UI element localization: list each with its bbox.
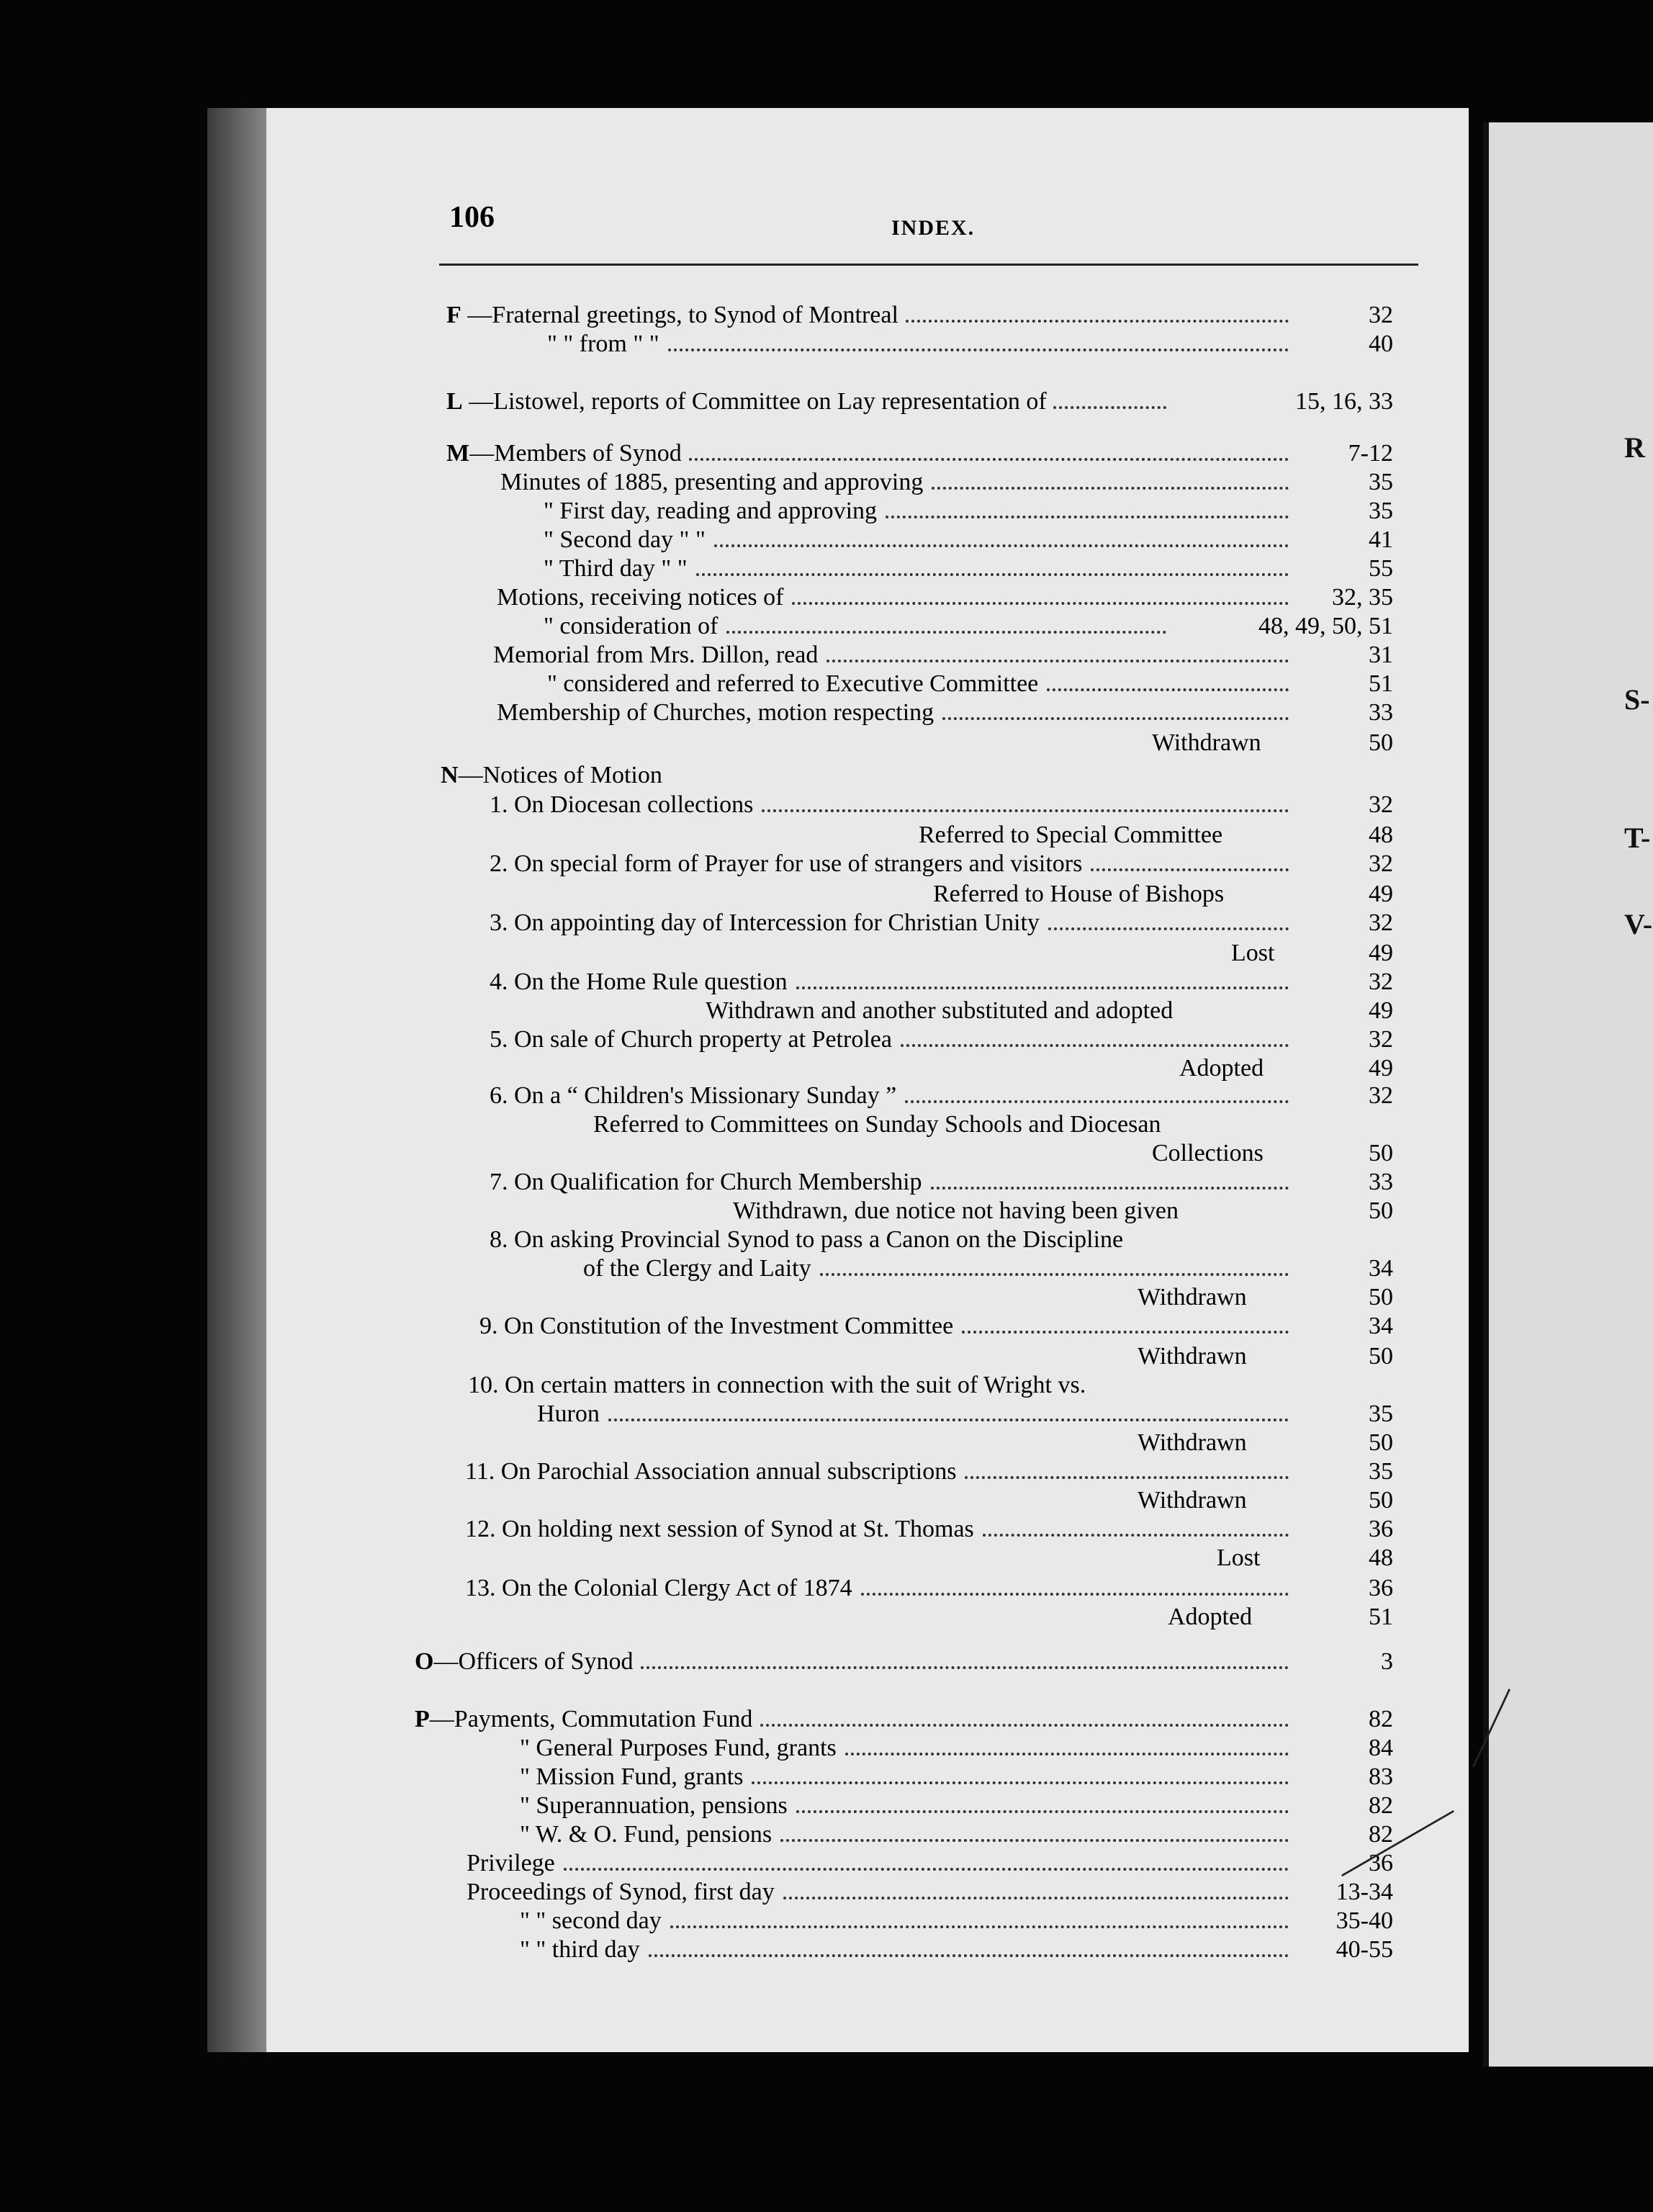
entry-text: 7. On Qualification for Church Membership: [490, 1169, 922, 1195]
index-entry: [520, 1907, 1425, 1936]
index-entry: [1138, 1486, 1425, 1515]
page-ref: 32: [1369, 791, 1393, 818]
page-ref: 13-34: [1336, 1879, 1393, 1905]
entry-text: 2. On special form of Prayer for use of strangers and visitors: [490, 850, 1083, 877]
entry-text: 13. On the Colonial Clergy Act of 1874: [465, 1575, 852, 1601]
index-entry: [547, 330, 1425, 359]
index-entry: [446, 387, 1425, 416]
index-entry: [537, 1400, 1425, 1429]
index-entry: [465, 1574, 1425, 1603]
index-entry: [520, 1791, 1425, 1820]
page-ref: 40: [1369, 331, 1393, 357]
entry-text: " consideration of: [544, 613, 719, 639]
index-entry: [544, 526, 1425, 554]
page-ref: 48: [1369, 822, 1393, 848]
page-ref: 82: [1369, 1792, 1393, 1819]
page-ref: 49: [1369, 940, 1393, 966]
facing-page-letter: T-: [1624, 822, 1651, 854]
page-ref: 51: [1369, 670, 1393, 697]
dot-leader: [668, 343, 1289, 351]
dot-leader: [783, 1891, 1289, 1899]
dot-leader: [861, 1587, 1289, 1596]
page-ref: 35: [1369, 498, 1393, 524]
index-entry: [497, 583, 1425, 612]
index-entry: [544, 554, 1425, 583]
index-entry: [706, 997, 1425, 1025]
page-ref: 82: [1369, 1706, 1393, 1732]
page-ref: 15, 16, 33: [1295, 388, 1393, 415]
index-entry: [490, 968, 1425, 997]
dot-leader: [1091, 863, 1289, 871]
index-entry: [446, 301, 1425, 330]
dot-leader: [1053, 400, 1166, 409]
dot-leader: [796, 1804, 1289, 1813]
index-entry: [500, 468, 1425, 497]
entry-text: M—Members of Synod: [446, 440, 682, 467]
page-ref: 35-40: [1336, 1907, 1393, 1934]
index-entry: [520, 1820, 1425, 1849]
index-entry: [919, 821, 1425, 850]
entry-text: Referred to Committees on Sunday Schools and Diocesan: [593, 1111, 1161, 1138]
dot-leader: [901, 1038, 1289, 1047]
page-ref: 50: [1369, 1284, 1393, 1310]
dot-leader: [608, 1413, 1289, 1421]
page-ref: 84: [1369, 1735, 1393, 1761]
entry-text: Withdrawn and another substituted and adopted: [706, 997, 1174, 1024]
index-entry: [733, 1197, 1425, 1226]
page-ref: 32: [1369, 302, 1393, 328]
index-entry: [1217, 1544, 1425, 1573]
index-entry: [467, 1849, 1425, 1878]
entry-text: Privilege: [467, 1850, 555, 1876]
page-ref: 31: [1369, 642, 1393, 668]
dot-leader: [780, 1833, 1289, 1842]
entry-text: Referred to Special Committee: [919, 822, 1223, 848]
page-ref: 35: [1369, 1401, 1393, 1427]
dot-leader: [670, 1920, 1289, 1928]
page-ref: 82: [1369, 1821, 1393, 1848]
page-ref: 34: [1369, 1313, 1393, 1339]
dot-leader: [905, 1094, 1289, 1103]
index-entry: [1168, 1603, 1425, 1632]
page-ref: 36: [1369, 1575, 1393, 1601]
index-entry: [933, 880, 1425, 909]
page-ref: 49: [1369, 997, 1393, 1024]
index-entry: [490, 1025, 1425, 1054]
facing-page: [1483, 122, 1653, 2067]
page-ref: 32: [1369, 968, 1393, 995]
page-ref: 51: [1369, 1604, 1393, 1630]
index-entry: [520, 1936, 1425, 1964]
entry-text: " First day, reading and approving: [544, 498, 878, 524]
index-entry: [1152, 729, 1425, 757]
dot-leader: [906, 314, 1289, 323]
entry-text: Proceedings of Synod, first day: [467, 1879, 775, 1905]
dot-leader: [760, 1718, 1289, 1727]
page-ref: 35: [1369, 1458, 1393, 1485]
page-ref: 55: [1369, 555, 1393, 582]
entry-text: " considered and referred to Executive Committee: [547, 670, 1039, 697]
dot-leader: [564, 1862, 1289, 1871]
dot-leader: [931, 1181, 1289, 1190]
entry-text: Withdrawn: [1138, 1487, 1247, 1514]
index-entry: [468, 1371, 1425, 1400]
entry-text: 5. On sale of Church property at Petrolea: [490, 1026, 892, 1053]
entry-text: 10. On certain matters in connection with the suit of Wright vs.: [468, 1372, 1086, 1398]
index-entry: [544, 612, 1425, 641]
entry-text: Withdrawn: [1138, 1429, 1247, 1456]
dot-leader: [726, 625, 1166, 634]
dot-leader: [762, 804, 1289, 812]
dot-leader: [827, 654, 1289, 662]
page-ref: 32: [1369, 1026, 1393, 1053]
entry-text: Memorial from Mrs. Dillon, read: [493, 642, 819, 668]
page-ref: 32, 35: [1332, 584, 1393, 611]
entry-text: Huron: [537, 1401, 600, 1427]
index-entry: [467, 1878, 1425, 1907]
dot-leader: [942, 711, 1289, 720]
dot-leader: [752, 1776, 1289, 1784]
entry-text: F —Fraternal greetings, to Synod of Montreal: [446, 302, 898, 328]
dot-leader: [886, 510, 1289, 518]
page-ref: 33: [1369, 1169, 1393, 1195]
index-entry: [465, 1457, 1425, 1486]
index-entry: [490, 850, 1425, 878]
entry-text: Lost: [1217, 1545, 1261, 1571]
header-rule: [439, 264, 1418, 266]
index-entry: [520, 1734, 1425, 1763]
index-entry: [520, 1763, 1425, 1791]
index-entry: [490, 1082, 1425, 1110]
entry-text: " Superannuation, pensions: [520, 1792, 788, 1819]
page-ref: 50: [1369, 1429, 1393, 1456]
entry-text: " Second day " ": [544, 526, 706, 553]
page-ref: 48, 49, 50, 51: [1258, 613, 1393, 639]
index-entry: [490, 791, 1425, 819]
entry-text: " " third day: [520, 1936, 640, 1963]
entry-text: Adopted: [1168, 1604, 1253, 1630]
dot-leader: [796, 981, 1289, 989]
index-entry: [465, 1515, 1425, 1544]
page-ref: 41: [1369, 526, 1393, 553]
index-entry: [490, 1168, 1425, 1197]
page-ref: 36: [1369, 1516, 1393, 1542]
entry-text: " " from " ": [547, 331, 659, 357]
entry-text: " Third day " ": [544, 555, 688, 582]
dot-leader: [1048, 922, 1289, 930]
dot-leader: [641, 1660, 1289, 1669]
index-entry: [497, 698, 1425, 727]
index-entry: [583, 1254, 1425, 1283]
facing-page-letter: V-: [1624, 908, 1653, 940]
page-ref: 34: [1369, 1255, 1393, 1282]
index-entry: [1179, 1054, 1425, 1083]
entry-text: L —Listowel, reports of Committee on Lay representation of: [446, 388, 1047, 415]
entry-text: 4. On the Home Rule question: [490, 968, 788, 995]
page-ref: 32: [1369, 850, 1393, 877]
page-ref: 48: [1369, 1545, 1393, 1571]
entry-text: 1. On Diocesan collections: [490, 791, 754, 818]
index-entry: [415, 1647, 1425, 1676]
page-number: 106: [449, 201, 495, 234]
entry-text: Withdrawn: [1152, 729, 1261, 756]
entry-text: " W. & O. Fund, pensions: [520, 1821, 773, 1848]
index-entry: [593, 1110, 1425, 1139]
page-ref: 3: [1381, 1648, 1393, 1675]
facing-page-letter: S-: [1624, 683, 1650, 716]
dot-leader: [983, 1528, 1289, 1537]
index-entry: [1138, 1342, 1425, 1371]
dot-leader: [962, 1325, 1289, 1334]
dot-leader: [820, 1267, 1289, 1276]
entry-text: " " second day: [520, 1907, 662, 1934]
facing-page-letter: R: [1624, 431, 1645, 464]
entry-text: Minutes of 1885, presenting and approving: [500, 469, 924, 495]
entry-text: 6. On a “ Children's Missionary Sunday ”: [490, 1082, 897, 1109]
dot-leader: [689, 452, 1289, 461]
index-entry: [415, 1705, 1425, 1734]
page-ref: 50: [1369, 1343, 1393, 1370]
page-ref: 49: [1369, 881, 1393, 907]
index-entry: [479, 1312, 1425, 1341]
index-entry: [441, 761, 1425, 790]
index-entry: [1152, 1139, 1425, 1168]
entry-text: 9. On Constitution of the Investment Committee: [479, 1313, 954, 1339]
page-ref: 40-55: [1336, 1936, 1393, 1963]
entry-text: 11. On Parochial Association annual subscriptions: [465, 1458, 957, 1485]
page-ref: 83: [1369, 1763, 1393, 1790]
page-ref: 50: [1369, 1487, 1393, 1514]
index-entry: [490, 909, 1425, 938]
entry-text: Lost: [1231, 940, 1275, 966]
index-entry: [1138, 1283, 1425, 1312]
entry-text: N—Notices of Motion: [441, 762, 662, 788]
page-title: INDEX.: [891, 216, 976, 240]
entry-text: 12. On holding next session of Synod at St. Thomas: [465, 1516, 974, 1542]
page-ref: 7-12: [1348, 440, 1393, 467]
dot-leader: [845, 1747, 1289, 1755]
entry-text: Referred to House of Bishops: [933, 881, 1225, 907]
page-ref: 32: [1369, 1082, 1393, 1109]
entry-text: Motions, receiving notices of: [497, 584, 784, 611]
entry-text: " Mission Fund, grants: [520, 1763, 744, 1790]
index-entry: [446, 439, 1425, 468]
page-ref: 50: [1369, 1197, 1393, 1224]
entry-text: Collections: [1152, 1140, 1264, 1166]
entry-text: Membership of Churches, motion respecting: [497, 699, 934, 726]
page-ref: 36: [1369, 1850, 1393, 1876]
dot-leader: [932, 481, 1289, 490]
entry-text: Withdrawn: [1138, 1343, 1247, 1370]
dot-leader: [1047, 683, 1289, 691]
index-entry: [1138, 1429, 1425, 1457]
index-entry: [1231, 939, 1425, 968]
entry-text: 8. On asking Provincial Synod to pass a Canon on the Discipline: [490, 1226, 1124, 1253]
page-ref: 49: [1369, 1055, 1393, 1082]
page-ref: 33: [1369, 699, 1393, 726]
entry-text: of the Clergy and Laity: [583, 1255, 811, 1282]
entry-text: " General Purposes Fund, grants: [520, 1735, 837, 1761]
dot-leader: [792, 596, 1289, 605]
index-entry: [547, 670, 1425, 698]
page-ref: 35: [1369, 469, 1393, 495]
index-entry: [544, 497, 1425, 526]
index-entry: [493, 641, 1425, 670]
dot-leader: [714, 539, 1289, 547]
entry-text: Withdrawn: [1138, 1284, 1247, 1310]
entry-text: O—Officers of Synod: [415, 1648, 634, 1675]
entry-text: P—Payments, Commutation Fund: [415, 1706, 753, 1732]
entry-text: Withdrawn, due notice not having been given: [733, 1197, 1179, 1224]
dot-leader: [649, 1948, 1289, 1957]
dot-leader: [696, 567, 1289, 576]
page-ref: 32: [1369, 909, 1393, 936]
entry-text: Adopted: [1179, 1055, 1264, 1082]
index-entry: [490, 1226, 1425, 1254]
page-ref: 50: [1369, 729, 1393, 756]
entry-text: 3. On appointing day of Intercession for Christian Unity: [490, 909, 1040, 936]
page-ref: 50: [1369, 1140, 1393, 1166]
dot-leader: [965, 1470, 1289, 1479]
